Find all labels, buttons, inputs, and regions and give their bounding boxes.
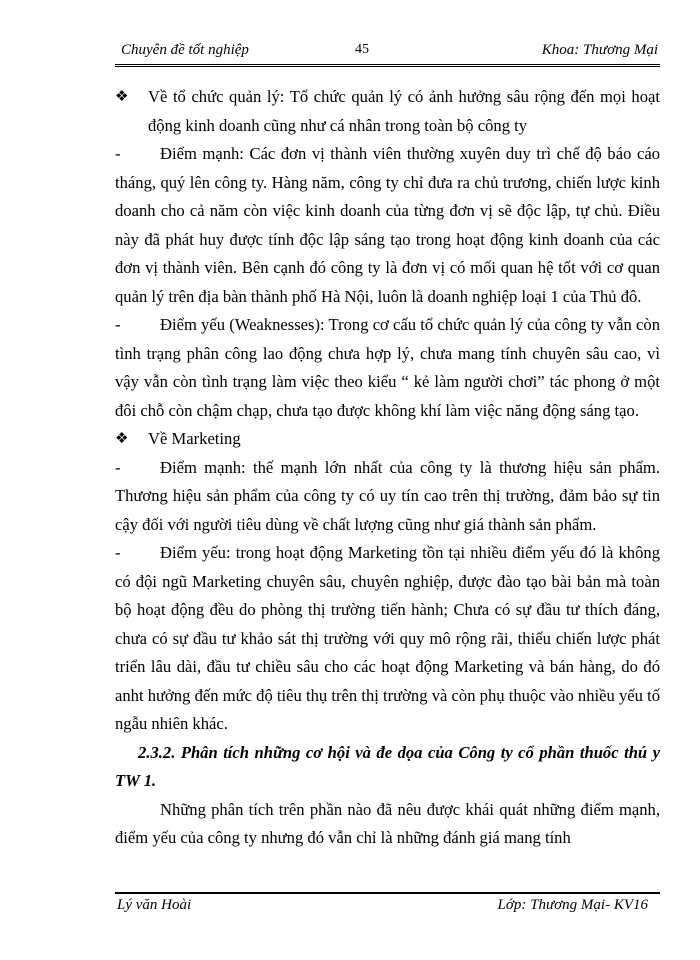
section-heading: 2.3.2. Phân tích những cơ hội và đe dọa của Công ty cổ phần thuốc thú y TW 1. xyxy=(115,742,660,790)
bullet-marketing xyxy=(115,425,660,454)
paragraph-text: Điểm mạnh: Các đơn vị thành viên thường xuyên duy trì chế độ báo cáo tháng, quý lên công ty. Hàng năm, công ty chỉ đưa ra chủ trương, chiến lược kinh doanh cho cả năm còn việc kinh doanh của từng đơn vị sẽ độc lập, tự chủ. Điều này đã phát huy được tính độc lập sáng tạo trong hoạt động kinh doanh của các đơn vị thành viên. Bên cạnh đó công ty là đơn vị có mối quan hệ tốt với cơ quan quản lý trên địa bàn thành phố Hà Nội, luôn là doanh nghiệp loại 1 của Thủ đô. xyxy=(115,144,660,306)
dash-marker: - xyxy=(115,315,121,334)
dash-marker: - xyxy=(115,144,121,163)
diamond-bullet-icon: ❖ xyxy=(115,89,129,105)
header-department: Khoa: Thương Mại xyxy=(541,42,658,58)
paragraph-text: Điểm yếu (Weaknesses): Trong cơ cấu tổ chức quản lý của công ty vẫn còn tình trạng phân công lao động chưa hợp lý, chưa mang tính chuyên sâu cao, vì vậy vẫn còn tình trạng làm việc theo kiểu “ kẻ làm người chơi” tác phong ở một đôi chỗ còn chậm chạp, chưa tạo được không khí làm việc năng động sáng tạo. xyxy=(115,315,660,420)
dash-marker: - xyxy=(115,543,121,562)
page-header xyxy=(115,38,660,67)
page-body xyxy=(115,83,660,853)
paragraph-org-weaknesses xyxy=(115,311,660,425)
bullet-text: Về tổ chức quản lý: Tổ chức quản lý có ảnh hưởng sâu rộng đến mọi hoạt động kinh doanh cũng như cá nhân trong toàn bộ công ty xyxy=(148,87,660,135)
header-title: Chuyên đề tốt nghiệp xyxy=(121,42,249,58)
paragraph-marketing-weaknesses xyxy=(115,539,660,739)
page-footer xyxy=(115,892,660,924)
diamond-bullet-icon: ❖ xyxy=(115,431,129,447)
paragraph-text: Điểm yếu: trong hoạt động Marketing tồn tại nhiều điểm yếu đó là không có đội ngũ Marketing chuyên sâu, chuyên nghiệp, được đào tạo bài bản mà toàn bộ hoạt động đều do phòng thị trường tiến hành; Chưa có sự đầu tư thích đáng, chưa có sự đầu tư khảo sát thị trường với quy mô rộng rãi, thiếu chiến lược phát triển lâu dài, đầu tư chiều sâu cho các hoạt động Marketing và bán hàng, do đó anht hưởng đến mức độ tiêu thụ trên thị trường và còn phụ thuộc vào nhiều yếu tố ngẫu nhiên khác. xyxy=(115,543,660,733)
footer-author: Lý văn Hoài xyxy=(117,897,192,913)
footer-class: Lớp: Thương Mại- KV16 xyxy=(497,897,648,913)
paragraph-marketing-strengths xyxy=(115,454,660,540)
paragraph-opportunities-intro: Những phân tích trên phần nào đã nêu được khái quát những điểm mạnh, điểm yếu của công ty nhưng đó vẫn chỉ là những đánh giá mang tính xyxy=(115,799,660,847)
paragraph-text: Điểm mạnh: thế mạnh lớn nhất của công ty là thương hiệu sản phẩm. Thương hiệu sản phẩm của công ty có uy tín cao trên thị trường, đảm bảo sự tin cậy đối với người tiêu dùng về chất lượng cũng như giá thành sản phẩm. xyxy=(115,457,660,534)
page-number: 45 xyxy=(355,42,369,57)
paragraph-org-strengths xyxy=(115,140,660,311)
dash-marker: - xyxy=(115,457,121,477)
bullet-org-management xyxy=(115,83,660,140)
bullet-text: Về Marketing xyxy=(148,429,241,448)
